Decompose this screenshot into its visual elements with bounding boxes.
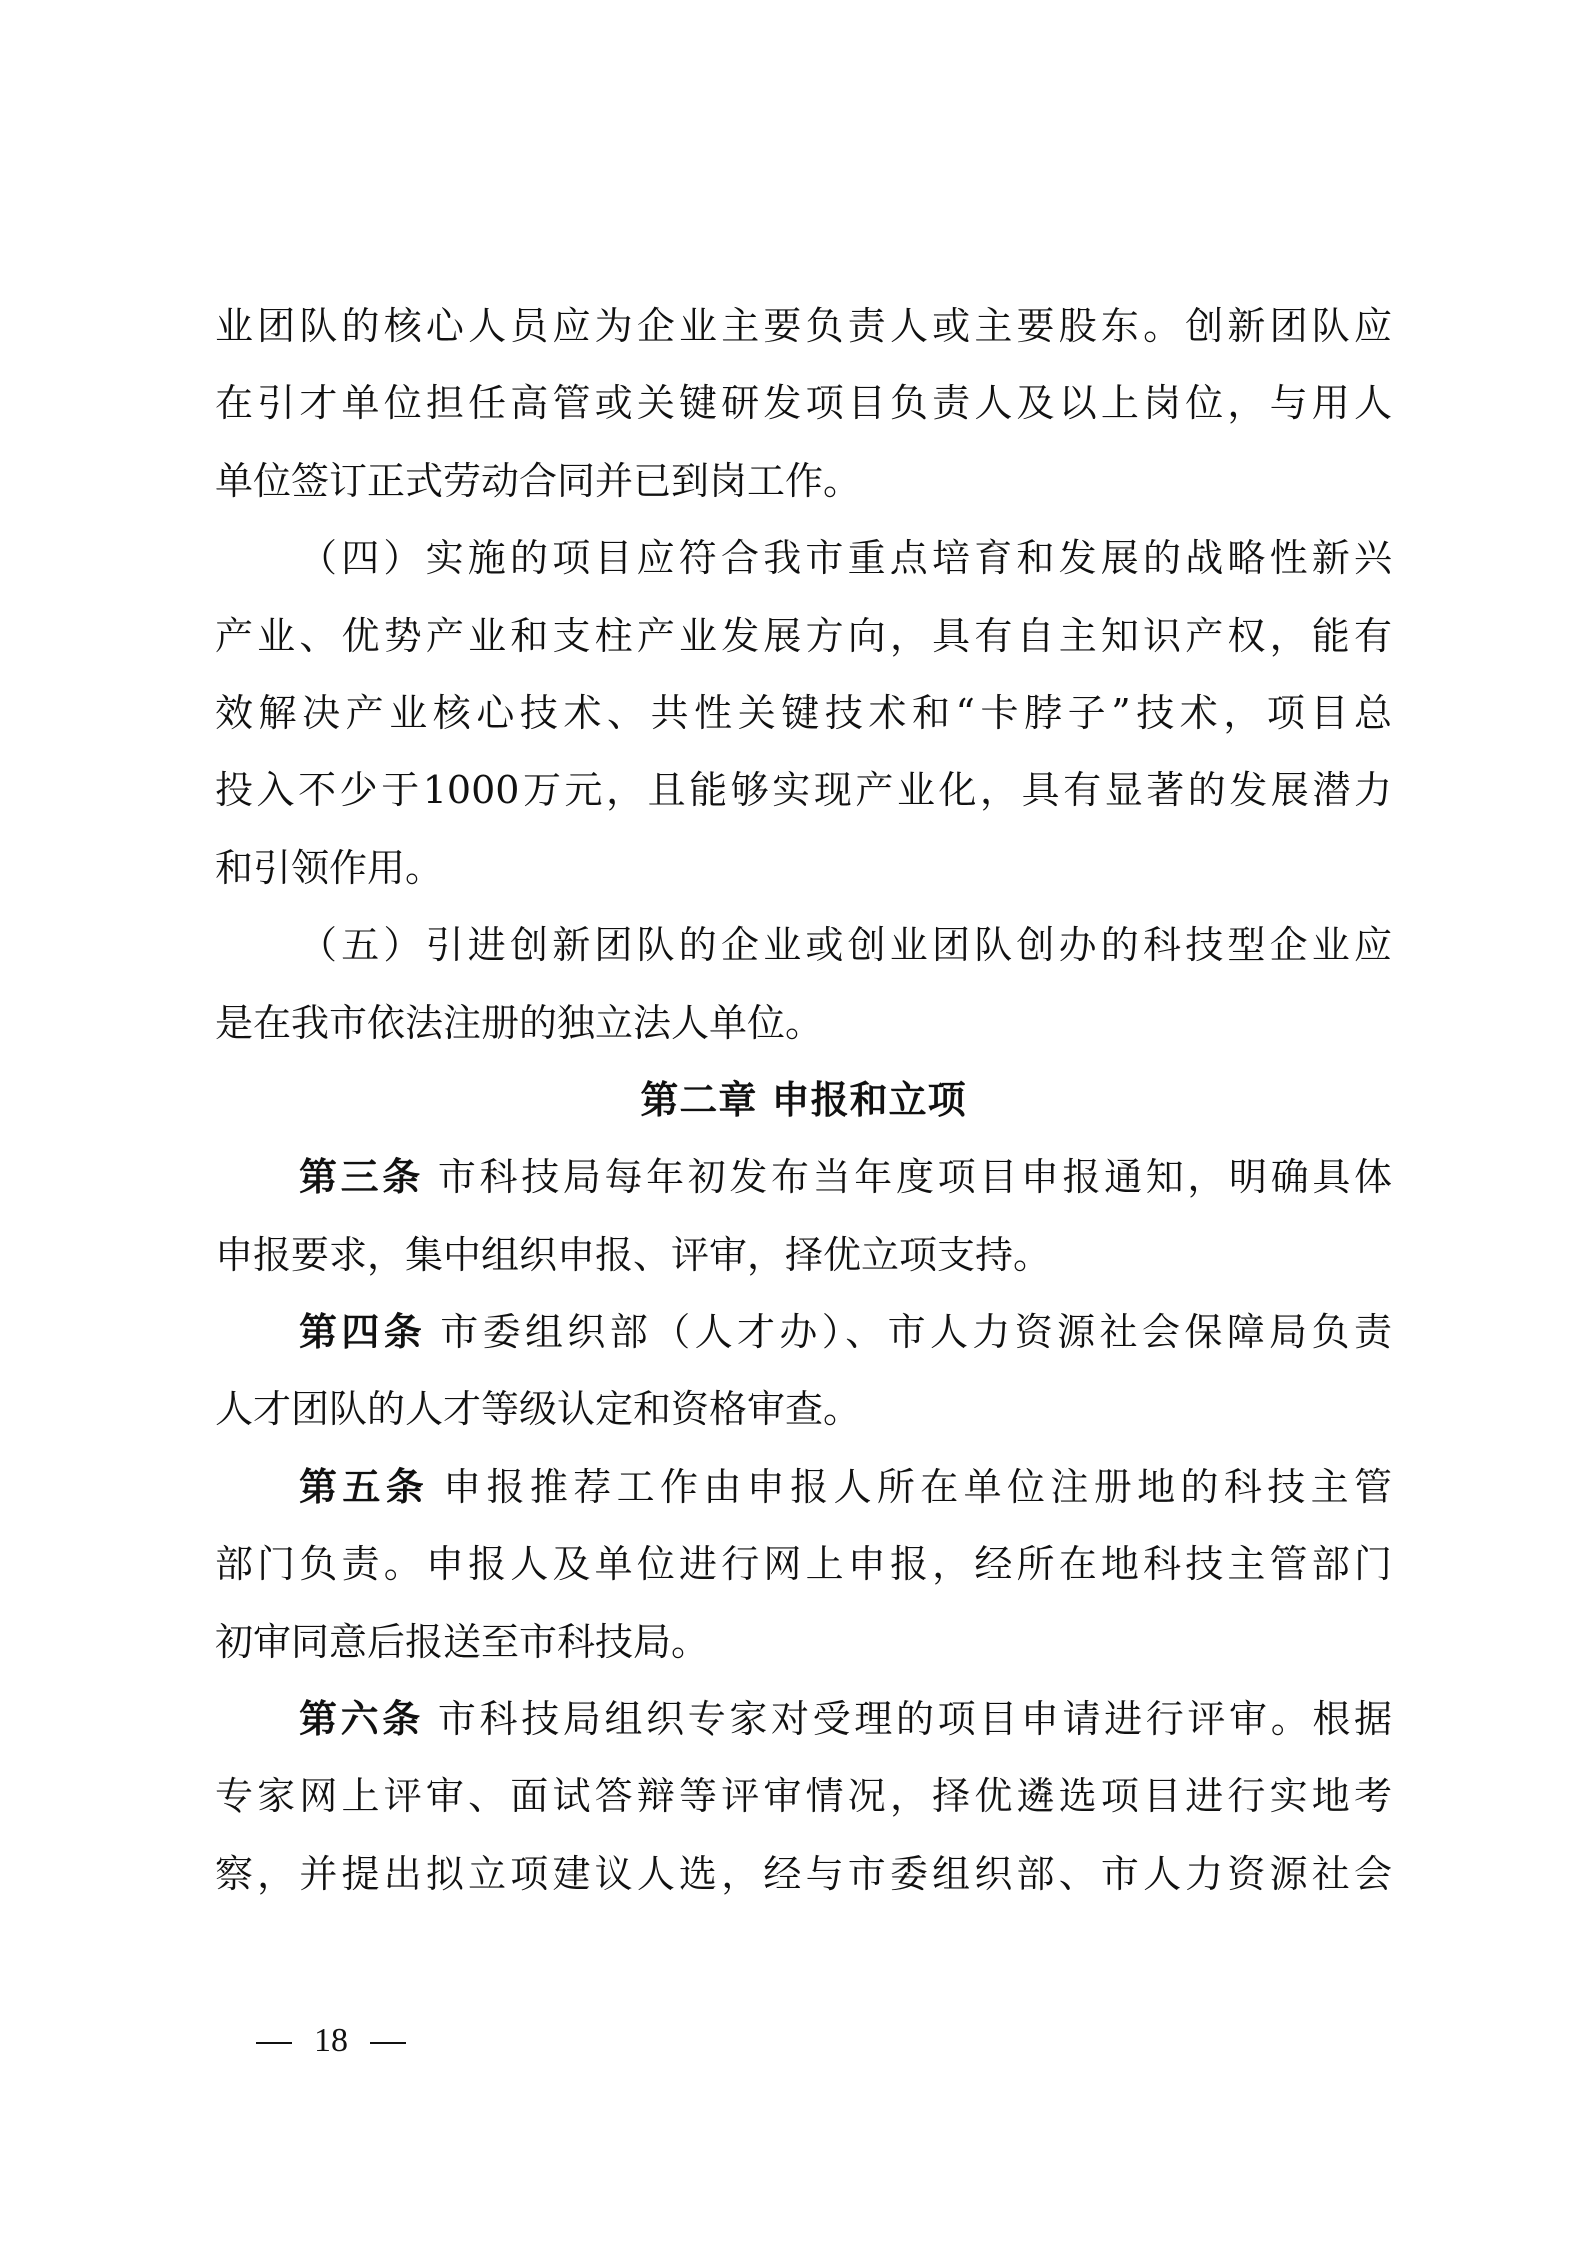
paragraph-line: 是在我市依法注册的独立法人单位。	[215, 1000, 824, 1045]
paragraph-line: 业团队的核心人员应为企业主要负责人或主要股东。创新团队应	[215, 304, 1392, 348]
paragraph-line: 在引才单位担任高管或关键研发项目负责人及以上岗位，与用人	[215, 381, 1392, 426]
paragraph-line: 察，并提出拟立项建议人选，经与市委组织部、市人力资源社会	[215, 1851, 1392, 1896]
paragraph-line: 效解决产业核心技术、共性关键技术和“卡脖子”技术，项目总	[215, 690, 1392, 735]
em-dash-right	[370, 2042, 406, 2044]
chapter-heading: 第二章 申报和立项	[640, 1077, 967, 1122]
article-first-line	[215, 1294, 1392, 1371]
paragraph-line: 部门负责。申报人及单位进行网上申报，经所在地科技主管部门	[215, 1542, 1392, 1587]
paragraph-line: 申报要求，集中组织申报、评审，择优立项支持。	[215, 1232, 1052, 1277]
document-body	[215, 288, 1392, 1913]
article-first-line	[215, 1681, 1392, 1758]
em-dash-left	[256, 2042, 292, 2044]
article-label: 第六条	[299, 1697, 424, 1742]
paragraph-line: 投入不少于1000万元，且能够实现产业化，具有显著的发展潜力	[215, 768, 1392, 813]
paragraph-line: 产业、优势产业和支柱产业发展方向，具有自主知识产权，能有	[215, 613, 1392, 658]
paragraph-line: （四）实施的项目应符合我市重点培育和发展的战略性新兴	[299, 536, 1392, 581]
paragraph-line: 和引领作用。	[215, 845, 444, 890]
article-label: 第五条	[299, 1464, 430, 1509]
paragraph-line: 单位签订正式劳动合同并已到岗工作。	[215, 458, 862, 503]
article-text: 市科技局组织专家对受理的项目申请进行评审。根据	[437, 1697, 1392, 1742]
paragraph-line: 初审同意后报送至市科技局。	[215, 1619, 710, 1664]
article-label: 第三条	[299, 1155, 424, 1200]
article-first-line	[215, 1139, 1392, 1216]
paragraph-line: 专家网上评审、面试答辩等评审情况，择优遴选项目进行实地考	[215, 1774, 1392, 1819]
article-text: 市科技局每年初发布当年度项目申报通知，明确具体	[437, 1155, 1392, 1200]
article-text: 市委组织部（人才办）、市人力资源社会保障局负责	[440, 1310, 1392, 1355]
article-label: 第四条	[299, 1310, 427, 1355]
page-number: 18	[314, 2022, 348, 2059]
article-first-line	[215, 1449, 1392, 1526]
paragraph-line: 人才团队的人才等级认定和资格审查。	[215, 1387, 862, 1432]
paragraph-line: （五）引进创新团队的企业或创业团队创办的科技型企业应	[299, 923, 1392, 968]
article-text: 申报推荐工作由申报人所在单位注册地的科技主管	[443, 1464, 1392, 1509]
page-number-footer	[256, 2016, 406, 2066]
